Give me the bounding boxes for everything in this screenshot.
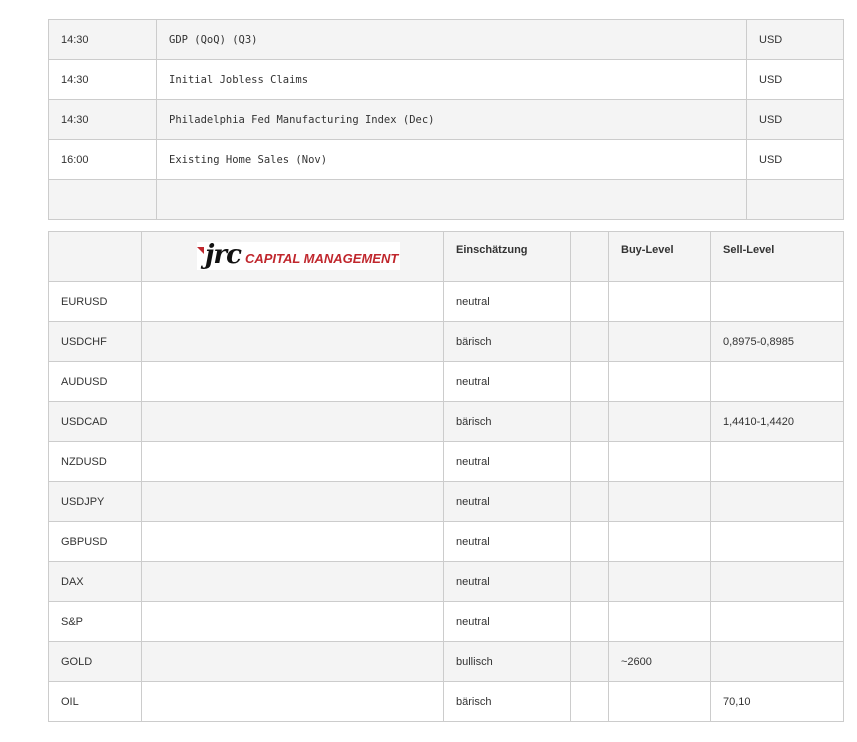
event-name: Existing Home Sales (Nov) [157,140,747,180]
event-name [157,180,747,220]
sell-level: 1,4410-1,4420 [711,402,844,442]
table-row [49,642,844,682]
note [142,282,444,322]
buy-level [609,322,711,362]
extra [571,322,609,362]
assessment: neutral [444,282,571,322]
buy-level [609,402,711,442]
extra [571,642,609,682]
sell-level [711,562,844,602]
extra [571,522,609,562]
sell-level: 0,8975-0,8985 [711,322,844,362]
sell-level: 70,10 [711,682,844,722]
table-row [49,522,844,562]
sell-level [711,602,844,642]
event-name: Initial Jobless Claims [157,60,747,100]
sell-level [711,362,844,402]
note [142,562,444,602]
table-row [49,60,844,100]
event-time: 14:30 [49,100,157,140]
event-currency: USD [747,140,844,180]
event-name: GDP (QoQ) (Q3) [157,20,747,60]
table-row [49,682,844,722]
extra [571,682,609,722]
instrument: USDCHF [49,322,142,362]
extra [571,562,609,602]
jrc-capital-management-logo [197,242,400,270]
header-buy-level: Buy-Level [609,232,711,282]
note [142,682,444,722]
header-extra [571,232,609,282]
note [142,322,444,362]
instrument: DAX [49,562,142,602]
buy-level [609,602,711,642]
economic-calendar-table [48,19,844,220]
extra [571,602,609,642]
assessment: neutral [444,522,571,562]
assessment: bärisch [444,682,571,722]
table-row [49,482,844,522]
header-instrument [49,232,142,282]
sell-level [711,282,844,322]
header-logo-cell [142,232,444,282]
note [142,402,444,442]
note [142,642,444,682]
buy-level [609,482,711,522]
instrument: NZDUSD [49,442,142,482]
buy-level [609,282,711,322]
event-time: 14:30 [49,60,157,100]
table-row [49,442,844,482]
instrument: USDCAD [49,402,142,442]
instrument: OIL [49,682,142,722]
table-row [49,140,844,180]
buy-level [609,362,711,402]
event-time: 14:30 [49,20,157,60]
instrument: AUDUSD [49,362,142,402]
assessment: neutral [444,362,571,402]
note [142,442,444,482]
extra [571,402,609,442]
note [142,362,444,402]
note [142,602,444,642]
note [142,522,444,562]
assessment: neutral [444,562,571,602]
header-sell-level: Sell-Level [711,232,844,282]
instrument: EURUSD [49,282,142,322]
event-name: Philadelphia Fed Manufacturing Index (Dec) [157,100,747,140]
sell-level [711,642,844,682]
event-time [49,180,157,220]
extra [571,362,609,402]
assessment: bullisch [444,642,571,682]
buy-level [609,442,711,482]
table-row [49,282,844,322]
event-currency: USD [747,100,844,140]
assessment: bärisch [444,322,571,362]
table-header-row [49,232,844,282]
instrument: S&P [49,602,142,642]
table-row [49,362,844,402]
buy-level [609,522,711,562]
event-currency [747,180,844,220]
table-row [49,402,844,442]
logo-jrc-text: jrc [205,240,241,270]
assessment: neutral [444,442,571,482]
instrument: USDJPY [49,482,142,522]
header-assessment: Einschätzung [444,232,571,282]
assessment: bärisch [444,402,571,442]
trading-levels-table [48,231,844,722]
sell-level [711,442,844,482]
event-currency: USD [747,60,844,100]
table-row [49,20,844,60]
table-row [49,322,844,362]
event-time: 16:00 [49,140,157,180]
table-row [49,562,844,602]
buy-level [609,682,711,722]
logo-mark-icon [197,247,204,254]
extra [571,482,609,522]
sell-level [711,482,844,522]
logo-capital-management-text: CAPITAL MANAGEMENT [244,251,399,266]
assessment: neutral [444,602,571,642]
note [142,482,444,522]
instrument: GOLD [49,642,142,682]
table-row [49,180,844,220]
assessment: neutral [444,482,571,522]
event-currency: USD [747,20,844,60]
extra [571,282,609,322]
sell-level [711,522,844,562]
buy-level [609,562,711,602]
buy-level: ~2600 [609,642,711,682]
table-row [49,602,844,642]
instrument: GBPUSD [49,522,142,562]
table-row [49,100,844,140]
extra [571,442,609,482]
